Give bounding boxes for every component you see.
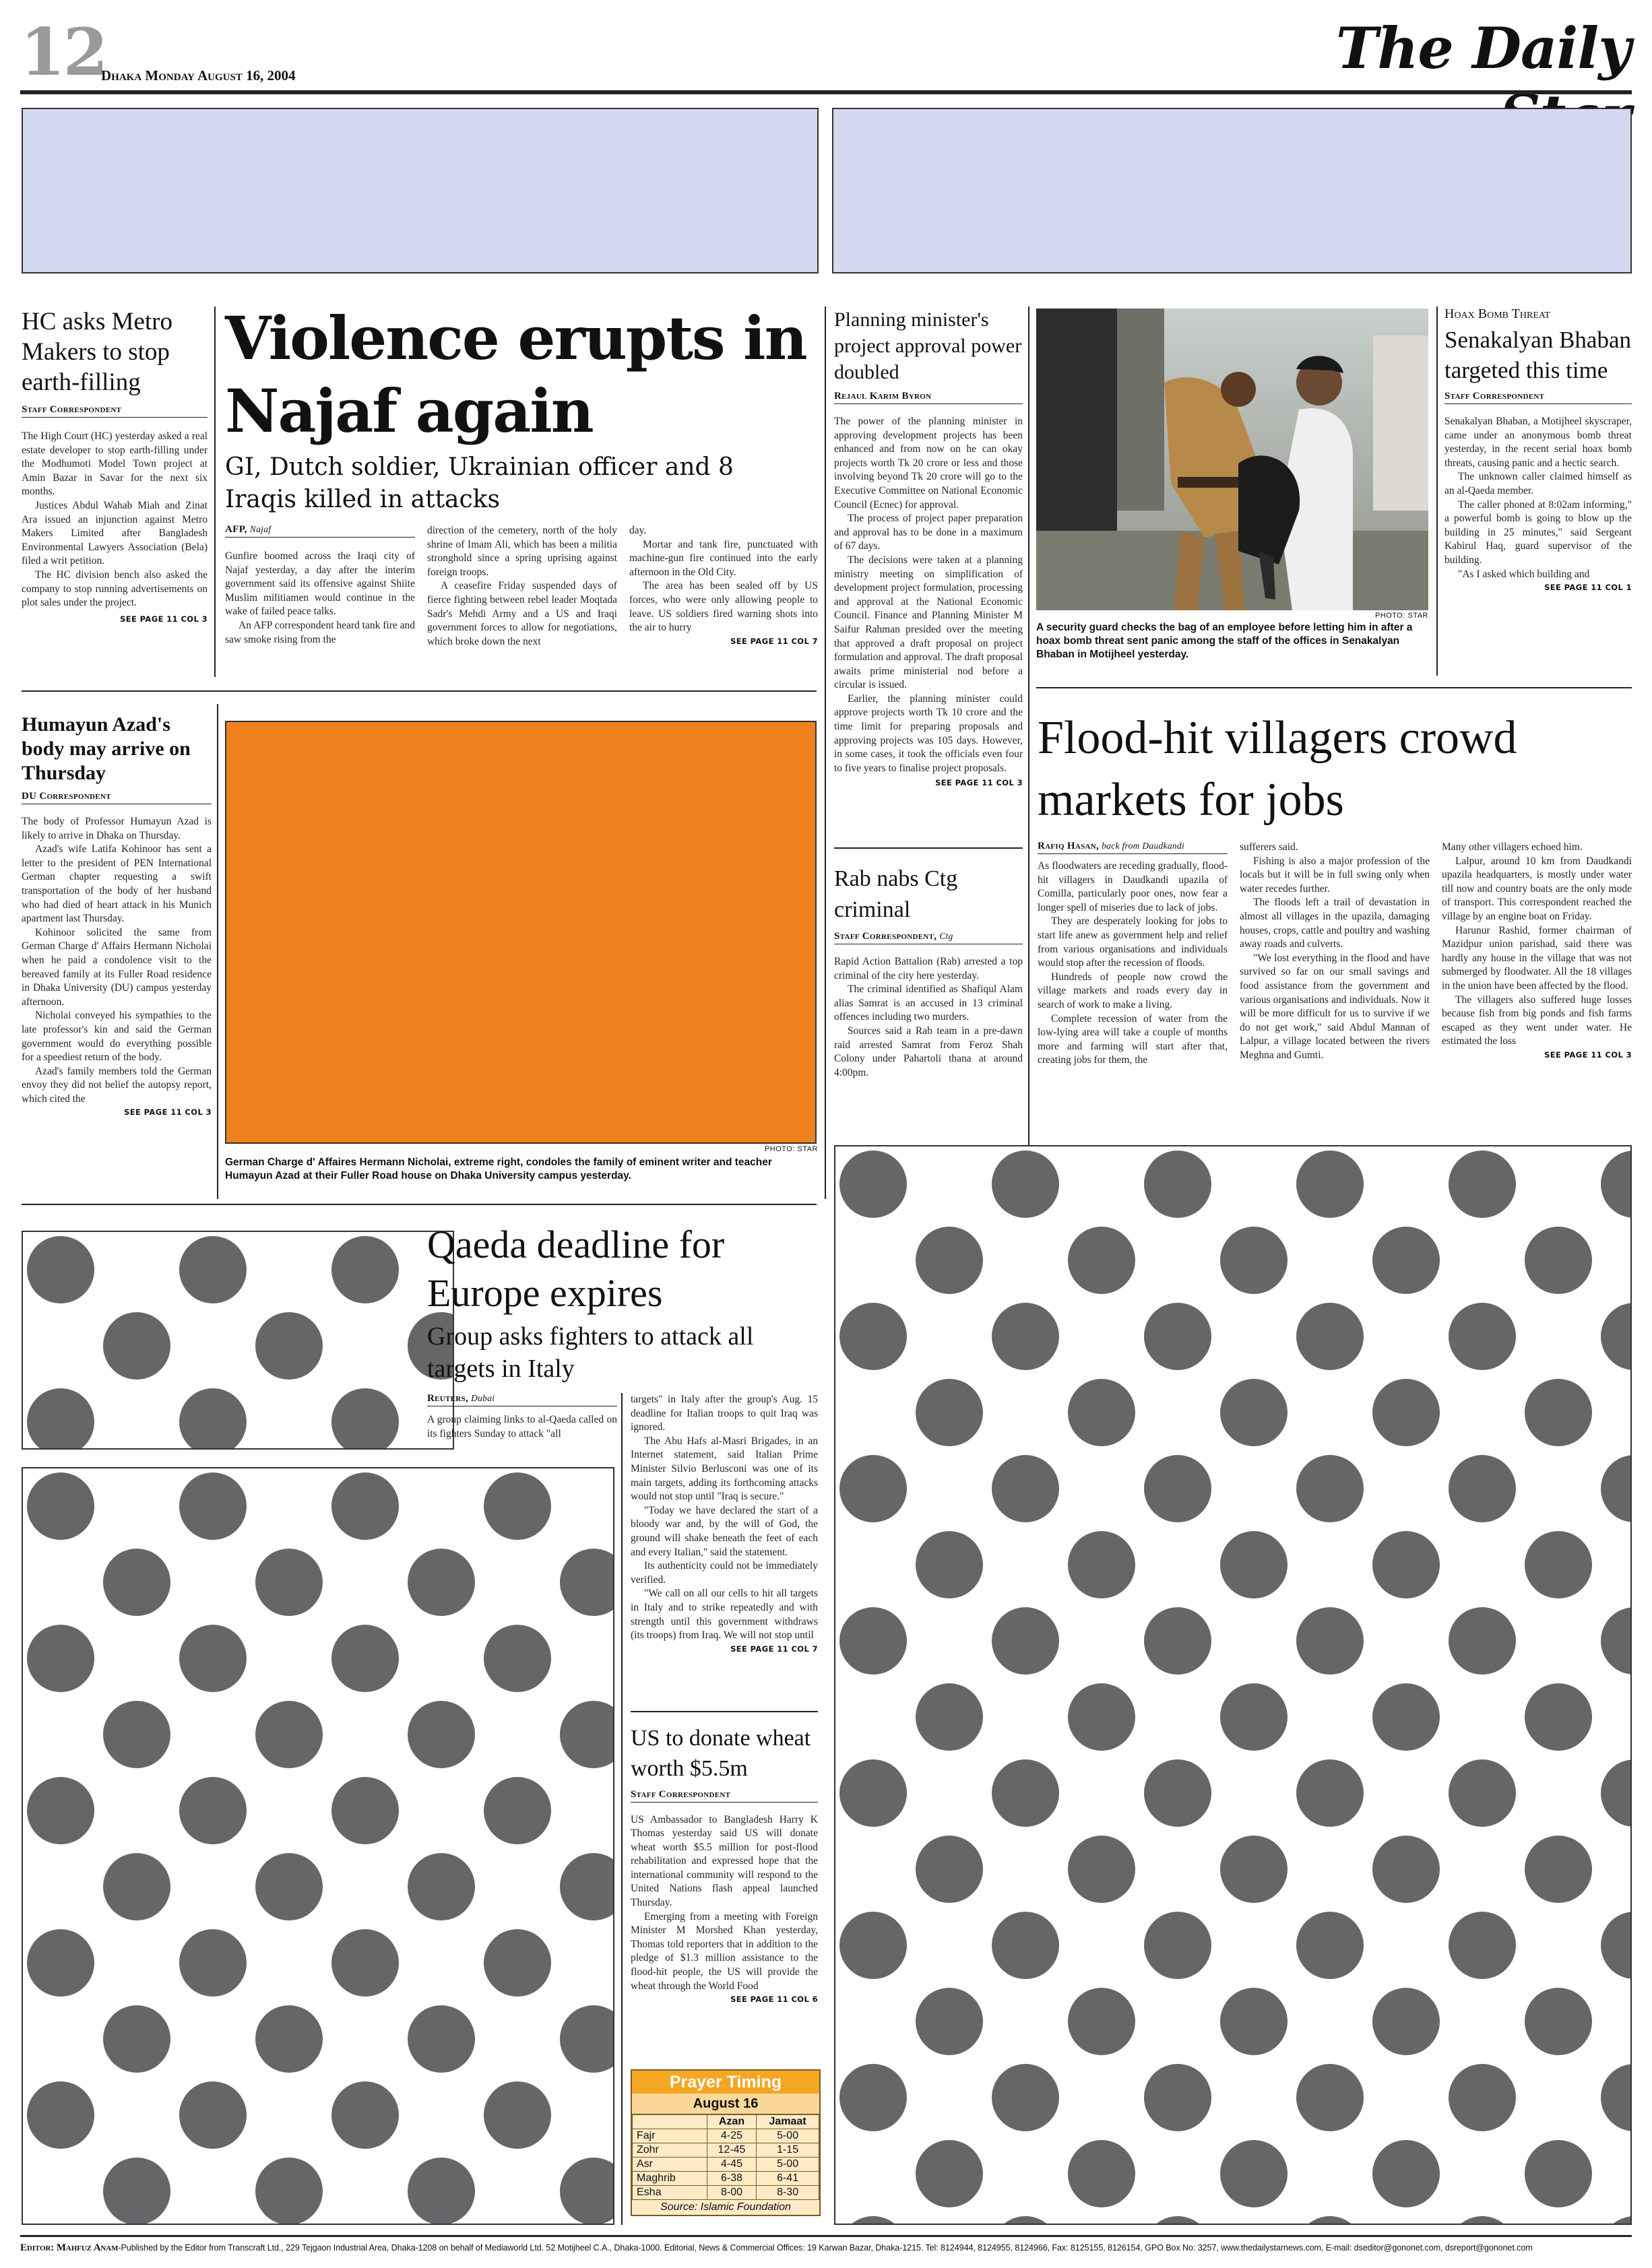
jamaat-time: 5-00 (757, 2129, 819, 2143)
ad-slot-large-right (834, 1145, 1632, 2225)
paragraph: The decisions were taken at a planning ministry meeting on simplification of development project formulation, processing and approval at the National Economic Council. Finance and Planning Minister M Saifur Rahman presided over the meeting that approved a draft proposal on project formulation and approval. The draft proposal awaits prime ministerial nod before a circular is issued. (834, 554, 1023, 691)
flood-byline (1038, 841, 1228, 854)
najaf-agency: AFP, (225, 524, 247, 535)
paragraph: They are desperately looking for jobs to start life anew as government help and relief from various organisations and individuals would stop after the recession of floods. (1038, 915, 1228, 969)
paragraph: Hundreds of people now crowd the village markets and roads every day in search of work to make a living. (1038, 971, 1228, 1010)
senakalyan-story (1444, 306, 1632, 592)
paragraph: "As I asked which building and (1458, 568, 1590, 580)
flood-col3 (1442, 841, 1632, 1049)
paragraph: The Abu Hafs al-Masri Brigades, in an Internet statement, said Italian Prime Minister Silvio Berlusconi was one of its main targets, adding its forthcoming attacks would not stop until "Iraq is secure." (631, 1435, 818, 1503)
najaf-headline: Violence erupts in Najaf again (225, 303, 806, 446)
planning-byline: Rejaul Karim Byron (834, 391, 1023, 404)
prayer-timing-box (631, 2069, 821, 2216)
column-rule (1028, 306, 1029, 1199)
dateline: Dhaka Monday August 16, 2004 (101, 67, 296, 84)
paragraph: Nicholai conveyed his sympathies to the late professor's kin and said the German government would do everything possible for a speediest return of the body. (22, 1010, 212, 1064)
najaf-subhead: GI, Dutch soldier, Ukrainian officer and 8 Iraqis killed in attacks (225, 453, 734, 513)
security-photo (1036, 309, 1428, 610)
senakalyan-body (1444, 415, 1632, 581)
azan-time: 4-45 (707, 2158, 756, 2172)
ad-slot-right (832, 108, 1632, 273)
paragraph: Kohinoor solicited the same from German Charge d' Affairs Hermann Nicholai when he paid a condolence visit to the bereaved family at its Fuller Road residence in Dhaka University (DU) campus yesterday afternoon. (22, 926, 212, 1008)
paragraph: day. (629, 525, 647, 536)
security-photo-credit: PHOTO: STAR (1374, 612, 1428, 620)
table-header-cell (633, 2115, 707, 2129)
paragraph: The High Court (HC) yesterday asked a real estate developer to stop earth-filling under the Modhumoti Model Town project at Amin Bazar in Savar for the next six months. (22, 430, 208, 498)
paragraph: targets" in Italy after the group's Aug. 15 deadline for Italian troops to quit Iraq was ignored. (631, 1394, 818, 1433)
paragraph: direction of the cemetery, north of the holy shrine of Imam Ali, which has been a militia stronghold since a spring uprising against foreign troops. (426, 525, 617, 578)
qaeda-agency: Reuters, (427, 1393, 468, 1404)
paragraph: "Today we have declared the start of a bloody war and, by the will of God, the ground will shake beneath the feet of each and every Italian," said the statement. (631, 1504, 818, 1558)
azad-headline: Humayun Azad's body may arrive on Thursday (22, 713, 191, 784)
paragraph: Its authenticity could not be immediately verified. (631, 1560, 818, 1586)
senakalyan-byline: Staff Correspondent (1444, 391, 1632, 404)
paragraph: sufferers said. (1240, 841, 1298, 853)
table-header-cell: Azan (707, 2115, 756, 2129)
table-header-row (633, 2115, 819, 2129)
najaf-col3 (629, 524, 818, 635)
paragraph: The floods left a trail of devastation in almost all villages in the upazila, damaging houses, crops, cattle and poultry and washing away roads and culverts. (1240, 897, 1430, 950)
azad-see-page: SEE PAGE 11 COL 3 (124, 1107, 212, 1117)
flood-col2 (1240, 841, 1430, 1068)
prayer-name: Asr (633, 2158, 707, 2172)
paragraph: "We call on all our cells to hit all targets in Italy and to strike repeatedly and with strength until this government withdraws (its troops) from Iraq. We will not stop until (631, 1588, 818, 1642)
paragraph: An AFP correspondent heard tank fire and saw smoke rising from the (225, 619, 415, 645)
footer (20, 2242, 1632, 2254)
rab-byline-name: Staff Correspondent, (834, 931, 937, 942)
wheat-story (631, 1711, 818, 2004)
azan-time: 8-00 (707, 2186, 756, 2200)
prayer-name: Esha (633, 2186, 707, 2200)
qaeda-col1-body (427, 1413, 617, 1441)
planning-see-page: SEE PAGE 11 COL 3 (935, 778, 1023, 788)
senakalyan-kicker: Hoax Bomb Threat (1444, 306, 1550, 321)
flood-byline-name: Rafiq Hasan, (1038, 841, 1100, 851)
paragraph: The HC division bench also asked the company to stop running advertisements on plot sales under the project. (22, 569, 208, 609)
paragraph: The body of Professor Humayun Azad is likely to arrive in Dhaka on Thursday. (22, 816, 212, 841)
prayer-name: Fajr (633, 2129, 707, 2143)
table-row (633, 2186, 819, 2200)
page-number: 12 (20, 14, 106, 90)
table-row (633, 2129, 819, 2143)
jamaat-time: 1-15 (757, 2143, 819, 2158)
paragraph: Senakalyan Bhaban, a Motijheel skyscraper, came under an anonymous bomb threat yesterday, in the recent serial hoax bomb threats, causing panic and a hectic search. (1444, 416, 1632, 469)
paragraph: Gunfire boomed across the Iraqi city of Najaf yesterday, a day after the interim government said its offensive against Shiite Muslim militiamen would continue in the wake of failed peace talks. (225, 550, 415, 618)
senakalyan-see-page: SEE PAGE 11 COL 1 (1544, 583, 1632, 593)
section-rule (1036, 687, 1632, 688)
wheat-body (631, 1813, 818, 1994)
azad-photo (225, 721, 817, 1144)
column-rule (1436, 306, 1438, 676)
footer-editor: Editor: Mahfuz Anam (20, 2242, 119, 2253)
security-photo-caption: A security guard checks the bag of an employee before letting him in after a hoax bomb threat sent panic among the staff of the offices in Senakalyan Bhaban in Motijheel yesterday. (1036, 622, 1413, 660)
table-row (633, 2158, 819, 2172)
flood-story (1038, 707, 1632, 1068)
wheat-headline: US to donate wheat worth $5.5m (631, 1725, 811, 1781)
azad-photo-block (225, 721, 818, 1183)
paragraph: Sources said a Rab team in a pre-dawn raid arrested Samrat from Feroz Shah Colony under Pahartoli thana at around 4:00pm. (834, 1025, 1023, 1078)
section-rule (22, 1204, 817, 1205)
paragraph: Mortar and tank fire, punctuated with machine-gun fire continued into the early afternoon in the Old City. (629, 538, 818, 578)
paragraph: "We lost everything in the flood and have survived so far on our small savings and food assistance from the government and various organisations and individuals. Now it will be more difficult for us to survive if we do not get work," said Abdul Mannan of Lalpur, a village located between the rivers Meghna and Gumti. (1240, 952, 1430, 1061)
paragraph: The criminal identified as Shafiqul Alam alias Samrat is an accused in 13 criminal offences including two murders. (834, 983, 1023, 1023)
paragraph: The process of project paper preparation and approval has to be done in a maximum of 67 days. (834, 513, 1023, 552)
column-rule (825, 306, 826, 1199)
najaf-byline (225, 524, 415, 538)
section-rule (834, 847, 1023, 849)
column-rule (217, 704, 218, 1199)
azad-body (22, 815, 212, 1106)
azad-story (22, 713, 212, 1117)
table-row (633, 2172, 819, 2186)
planning-body (834, 415, 1023, 775)
azan-time: 6-38 (707, 2172, 756, 2186)
paragraph: The caller phoned at 8:02am informing," a powerful bomb is going to blow up the building in 25 minutes," said Sergeant Kabirul Haq, guard supervisor of the building. (1444, 498, 1632, 566)
paragraph: Fishing is also a major profession of the locals but it will be in full swing only when water recedes further. (1240, 855, 1430, 895)
security-photo-block (1036, 309, 1428, 661)
paragraph: The power of the planning minister in approving development projects has been enhanced and from now on he can okay projects worth Tk 20 crore or less and those involving beyond Tk 20 crore will go to the Executive Committee on National Economic Council (Ecnec) for approval. (834, 416, 1023, 511)
azan-time: 4-25 (707, 2129, 756, 2143)
paragraph: US Ambassador to Bangladesh Harry K Thomas yesterday said US will donate wheat worth $5.5 million for post-flood rehabilitation and expressed hope that the international community will respond to the United Nations flash appeal launched Thursday. (631, 1813, 818, 1909)
ad-slot-large-left (22, 1467, 614, 2225)
hc-body (22, 430, 208, 610)
header-rule (20, 90, 1632, 94)
section-rule (631, 1711, 818, 1712)
qaeda-col2 (631, 1393, 818, 1654)
najaf-col1 (225, 550, 415, 647)
prayer-timing-source: Source: Islamic Foundation (632, 2200, 819, 2215)
flood-headline: Flood-hit villagers crowd markets for jobs (1038, 712, 1517, 826)
column-rule (621, 1393, 623, 2225)
footer-imprint: -Published by the Editor from Transcraft Ltd., 229 Tejgaon Industrial Area, Dhaka-1208 on behalf of Mediaworld Ltd. 52 Motijheel C.A., Dhaka-1000. Editorial, News & Commercial Offices: 19 Karwan Bazar, Dhaka-1215. Tel: 8124944, 8124955, 8124966, Fax: 8125155, 8126154, GPO Box No: 3257, www.thedailystarnews.com, E-mail: dseditor@gononet.com, dsreport@gononet.com (118, 2243, 1533, 2253)
jamaat-time: 5-00 (757, 2158, 819, 2172)
planning-headline: Planning minister's project approval power doubled (834, 309, 1022, 383)
hc-story (22, 306, 208, 624)
azad-photo-caption: German Charge d' Affaires Hermann Nicholai, extreme right, condoles the family of eminent writer and teacher Humayun Azad at their Fuller Road house on Dhaka University campus yesterday. (225, 1157, 772, 1181)
senakalyan-headline: Senakalyan Bhaban targeted this time (1444, 327, 1631, 383)
paragraph: Lalpur, around 10 km from Daudkandi upazila headquarters, is mostly under water till now and country boats are the only mode of transport. This correspondent reached the village by an engine boat on Friday. (1442, 855, 1632, 922)
paragraph: Harunur Rashid, former chairman of Mazidpur union parishad, said there was hardly any house in the village that was not submerged by floodwater. All the 18 villages in the union have been affected by the flood. (1442, 924, 1632, 992)
paragraph: Complete recession of water from the low-lying area will take a couple of months more and farming will start after that, creating jobs for them, the (1038, 1012, 1228, 1066)
qaeda-byline (427, 1393, 617, 1406)
rab-dateline: Ctg (939, 931, 953, 941)
azad-byline: DU Correspondent (22, 791, 212, 804)
qaeda-see-page: SEE PAGE 11 COL 7 (730, 1644, 818, 1654)
paragraph: Earlier, the planning minister could approve projects worth Tk 10 crore and the time limit for preparing proposals and approving projects was 105 days. However, in some cases, it took the officials even four to five years to finalise project proposals. (834, 692, 1023, 774)
paragraph: The villagers also suffered huge losses because fish from big ponds and fish farms escaped as they went under water. He estimated the loss (1442, 994, 1632, 1047)
ad-slot-small (22, 1231, 454, 1450)
qaeda-headline: Qaeda deadline for Europe expires (427, 1223, 725, 1315)
rab-body (834, 955, 1023, 1080)
paragraph: Rapid Action Battalion (Rab) arrested a top criminal of the city here yesterday. (834, 956, 1023, 981)
paragraph: Justices Abdul Wahab Miah and Zinat Ara issued an injunction against Metro Makers Limited after Bangladesh Environmental Lawyers Association (Bela) filed a writ petition. (22, 499, 208, 567)
paragraph: Emerging from a meeting with Foreign Minister M Morshed Khan yesterday, Thomas told reporters that in addition to the pledge of $1.3 million assistance to the flood-hit people, the US will provide the wheat through the World Food (631, 1910, 818, 1992)
najaf-col2 (427, 524, 617, 649)
hc-byline: Staff Correspondent (22, 404, 208, 418)
najaf-see-page: SEE PAGE 11 COL 7 (730, 636, 818, 646)
table-header-cell: Jamaat (757, 2115, 819, 2129)
column-rule (214, 306, 216, 677)
qaeda-col1 (427, 1393, 617, 1441)
qaeda-story (427, 1221, 818, 1385)
jamaat-time: 8-30 (757, 2186, 819, 2200)
paragraph: Many other villagers echoed him. (1442, 841, 1583, 853)
paragraph: A ceasefire Friday suspended days of fierce fighting between rebel leader Moqtada Sadr's Mehdi Army and a US and Iraqi government forces to allow for negotiations, which broke down the next (426, 580, 617, 647)
rab-story (834, 864, 1023, 1080)
azan-time: 12-45 (707, 2143, 756, 2158)
qaeda-dateline: Dubai (471, 1393, 495, 1403)
flood-col1 (1038, 860, 1228, 1068)
hc-see-page: SEE PAGE 11 COL 3 (120, 614, 208, 624)
planning-story (834, 306, 1023, 787)
rab-headline: Rab nabs Ctg criminal (834, 866, 958, 922)
prayer-timing-table (632, 2114, 819, 2200)
paragraph: The unknown caller claimed himself as an al-Qaeda member. (1444, 471, 1632, 496)
flood-dateline: back from Daudkandi (1102, 841, 1185, 851)
qaeda-subhead: Group asks fighters to attack all targets in Italy (427, 1322, 754, 1383)
paragraph: As floodwaters are receding gradually, flood-hit villagers in Daudkandi upazila of Comilla, particularly poor ones, now fear a longer spell of miseries due to lack of jobs. (1038, 860, 1228, 913)
rab-byline (834, 931, 1023, 944)
jamaat-time: 6-41 (757, 2172, 819, 2186)
azad-photo-credit: PHOTO: STAR (764, 1145, 818, 1153)
section-rule (22, 690, 817, 692)
wheat-see-page: SEE PAGE 11 COL 6 (730, 1995, 818, 2005)
prayer-name: Maghrib (633, 2172, 707, 2186)
paragraph: The area has been sealed off by US forces, who were only allowing people to leave. US soldiers fired warning shots into the air to hurry (629, 580, 818, 634)
najaf-story (225, 302, 818, 649)
prayer-name: Zohr (633, 2143, 707, 2158)
prayer-timing-date: August 16 (632, 2094, 819, 2114)
masthead: The Daily (1335, 15, 1630, 82)
hc-headline: HC asks Metro Makers to stop earth-filling (22, 308, 173, 396)
paragraph: Azad's family members told the German envoy they did not belief the autopsy report, which cited the (22, 1065, 212, 1105)
flood-see-page: SEE PAGE 11 COL 3 (1544, 1049, 1632, 1060)
prayer-timing-title: Prayer Timing (632, 2071, 819, 2094)
wheat-byline: Staff Correspondent (631, 1789, 818, 1803)
paragraph: A group claiming links to al-Qaeda called on its fighters Sunday to attack "all (427, 1414, 617, 1439)
paragraph: Azad's wife Latifa Kohinoor has sent a letter to the president of PEN International German chapter requesting a swift transportation of the body of her husband who had died of heart attack in his Munich apartment last Thursday. (22, 843, 212, 925)
table-row (633, 2143, 819, 2158)
ad-slot-left (22, 108, 819, 273)
najaf-dateline: Najaf (249, 524, 272, 534)
qaeda-col2-body (631, 1393, 818, 1643)
footer-rule (20, 2235, 1632, 2237)
